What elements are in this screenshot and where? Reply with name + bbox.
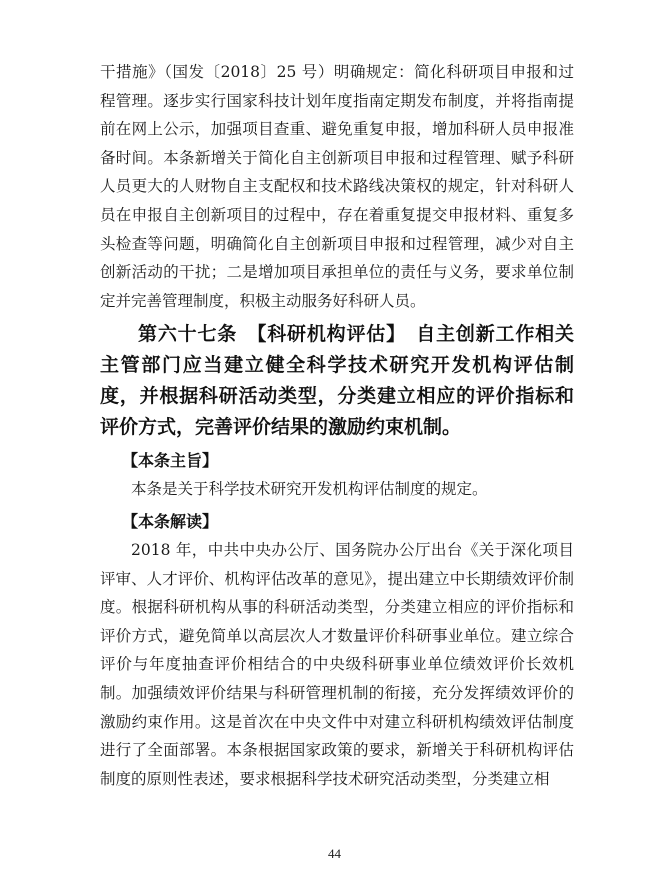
page-content bbox=[100, 58, 574, 793]
purpose-heading: 【本条主旨】 bbox=[122, 451, 219, 471]
purpose-paragraph: 本条是关于科学技术研究开发机构评估制度的规定。 bbox=[131, 480, 488, 499]
article-67: 第六十七条 【科研机构评估】 自主创新工作相关主管部门应当建立健全科学技术研究开发机构评估制度，并根据科研活动类型，分类建立相应的评价指标和评价方式，完善评价结果的激励约束机制。 bbox=[100, 323, 574, 439]
page-number: 44 bbox=[328, 846, 341, 861]
interpretation-heading: 【本条解读】 bbox=[122, 511, 219, 531]
continued-paragraph: 干措施》（国发〔2018〕25 号）明确规定：简化科研项目申报和过程管理。逐步实行国家科技计划年度指南定期发布制度，并将指南提前在网上公示，加强项目查重、避免重复申报，增加科研人员申报准备时间。本条新增关于简化自主创新项目申报和过程管理、赋予科研人员更大的人财物自主支配权和技术路线决策权的规定，针对科研人员在申报自主创新项目的过程中，存在着重复提交申报材料、重复多头检查等问题，明确简化自主创新项目申报和过程管理，减少对自主创新活动的干扰；二是增加项目承担单位的责任与义务，要求单位制定并完善管理制度，积极主动服务好科研人员。 bbox=[100, 63, 574, 310]
interpretation-paragraph: 2018 年，中共中央办公厅、国务院办公厅出台《关于深化项目评审、人才评价、机构评估改革的意见》，提出建立中长期绩效评价制度。根据科研机构从事的科研活动类型，分类建立相应的评价指标和评价方式，避免简单以高层次人才数量评价科研事业单位。建立综合评价与年度抽查评价相结合的中央级科研事业单位绩效评价长效机制。加强绩效评价结果与科研管理机制的衔接，充分发挥绩效评价的激励约束作用。这是首次在中央文件中对建立科研机构绩效评估制度进行了全面部署。本条根据国家政策的要求，新增关于科研机构评估制度的原则性表述，要求根据科学技术研究活动类型，分类建立相 bbox=[100, 540, 574, 788]
